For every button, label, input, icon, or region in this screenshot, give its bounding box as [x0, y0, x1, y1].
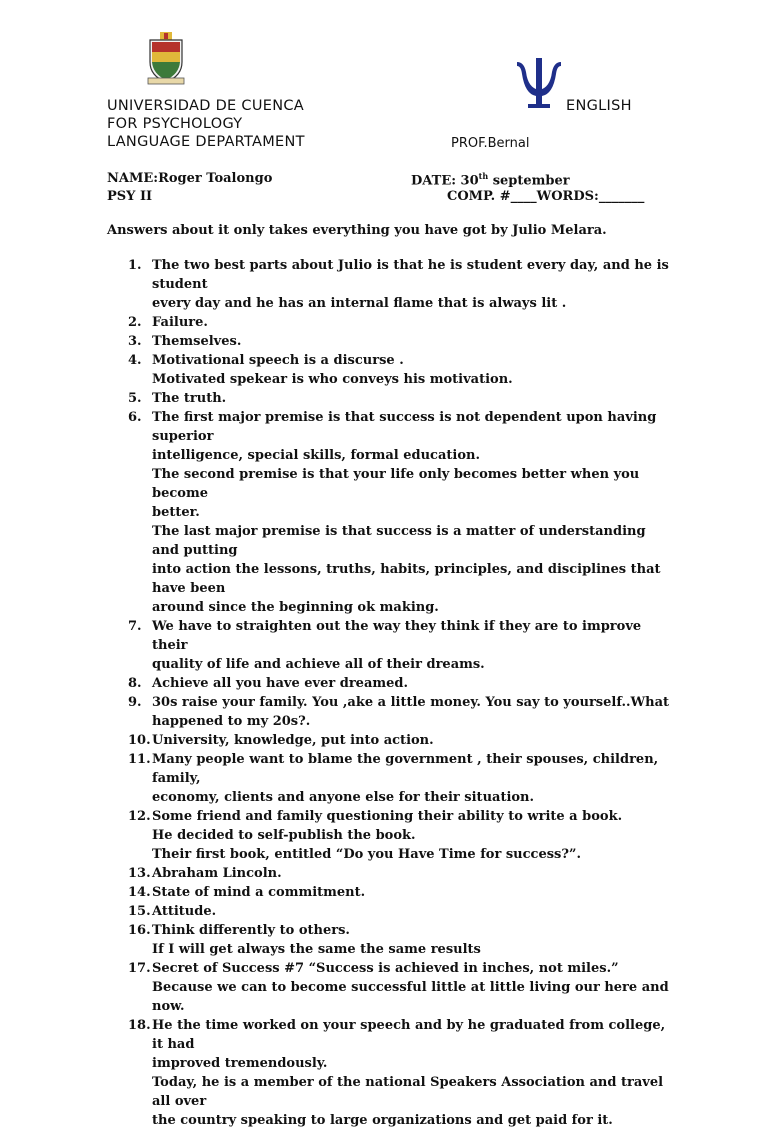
course-code: PSY II — [107, 189, 153, 204]
answer-number: 12. — [128, 809, 151, 824]
answer-item — [107, 959, 677, 1016]
answer-line: intelligence, special skills, formal education. — [152, 448, 480, 463]
answer-line: 30s raise your family. You ,ake a little money. You say to yourself..What — [152, 695, 669, 710]
answer-line: into action the lessons, truths, habits, principles, and disciplines that have been — [152, 562, 661, 596]
answer-line: The second premise is that your life only becomes better when you become — [152, 467, 640, 501]
answer-item — [107, 617, 677, 674]
answer-line: State of mind a commitment. — [152, 885, 366, 900]
answer-line: around since the beginning ok making. — [152, 600, 439, 615]
answer-item — [107, 731, 677, 750]
answer-line: Attitude. — [152, 904, 217, 919]
answer-item — [107, 1016, 677, 1130]
answer-item — [107, 313, 677, 332]
answer-number: 4. — [128, 353, 142, 368]
intro-sentence: Answers about it only takes everything you have got by Julio Melara. — [107, 223, 607, 238]
answer-line: every day and he has an internal flame that is always lit . — [152, 296, 567, 311]
answer-number: 14. — [128, 885, 151, 900]
comp-words-field: COMP. #____WORDS:_______ — [447, 189, 645, 204]
answer-number: 10. — [128, 733, 151, 748]
answer-line: The last major premise is that success is a matter of understanding and putting — [152, 524, 646, 558]
answer-line: The two best parts about Julio is that he is student every day, and he is student — [152, 258, 669, 292]
answer-item — [107, 674, 677, 693]
answer-line: Many people want to blame the government , their spouses, children, family, — [152, 752, 659, 786]
answer-number: 17. — [128, 961, 151, 976]
answer-number: 15. — [128, 904, 151, 919]
answer-line: Failure. — [152, 315, 208, 330]
answer-line: Because we can to become successful little at little living our here and now. — [152, 980, 669, 1014]
date-field — [411, 171, 570, 188]
answer-line: happened to my 20s?. — [152, 714, 311, 729]
answer-item — [107, 408, 677, 617]
date-prefix: DATE: 30 — [411, 173, 479, 189]
answer-line: Motivated spekear is who conveys his motivation. — [152, 372, 513, 387]
answer-line: improved tremendously. — [152, 1056, 328, 1071]
answer-item — [107, 921, 677, 959]
answer-number: 16. — [128, 923, 151, 938]
answer-line: The truth. — [152, 391, 227, 406]
answer-item — [107, 351, 677, 389]
answer-line: the country speaking to large organizations and get paid for it. — [152, 1113, 613, 1128]
date-month: september — [488, 173, 570, 189]
answer-line: Secret of Success #7 “Success is achieved in inches, not miles.” — [152, 961, 619, 976]
answer-number: 3. — [128, 334, 142, 349]
answer-line: Their first book, entitled “Do you Have Time for success?”. — [152, 847, 581, 862]
answer-line: Motivational speech is a discurse . — [152, 353, 404, 368]
answer-line: Achieve all you have ever dreamed. — [152, 676, 409, 691]
answer-number: 5. — [128, 391, 142, 406]
answer-number: 11. — [128, 752, 151, 767]
answer-number: 2. — [128, 315, 142, 330]
answer-item — [107, 332, 677, 351]
answer-item — [107, 807, 677, 864]
answer-number: 8. — [128, 676, 142, 691]
answer-item — [107, 883, 677, 902]
answer-number: 13. — [128, 866, 151, 881]
answer-line: Abraham Lincoln. — [152, 866, 282, 881]
answer-item — [107, 256, 677, 313]
answer-line: University, knowledge, put into action. — [152, 733, 434, 748]
answer-line: Think differently to others. — [152, 923, 350, 938]
answer-line: He the time worked on your speech and by he graduated from college, it had — [152, 1018, 666, 1052]
university-name: UNIVERSIDAD DE CUENCA — [107, 98, 305, 114]
university-crest-logo — [146, 32, 186, 86]
psi-psychology-logo — [514, 56, 564, 110]
answer-line: Some friend and family questioning their ability to write a book. — [152, 809, 623, 824]
answer-item — [107, 864, 677, 883]
answer-number: 7. — [128, 619, 142, 634]
answer-line: Themselves. — [152, 334, 242, 349]
answer-number: 18. — [128, 1018, 151, 1033]
answers-list — [107, 256, 677, 1130]
subject-label: ENGLISH — [566, 98, 632, 114]
answer-item — [107, 693, 677, 731]
answer-line: We have to straighten out the way they think if they are to improve their — [152, 619, 642, 653]
answer-item — [107, 902, 677, 921]
answer-item — [107, 389, 677, 408]
answer-line: quality of life and achieve all of their dreams. — [152, 657, 485, 672]
professor-name: PROF.Bernal — [451, 136, 530, 151]
answer-line: better. — [152, 505, 200, 520]
answer-line: The first major premise is that success is not dependent upon having superior — [152, 410, 657, 444]
answer-line: If I will get always the same the same results — [152, 942, 481, 957]
student-name: NAME:Roger Toalongo — [107, 171, 273, 186]
answer-line: economy, clients and anyone else for their situation. — [152, 790, 535, 805]
date-suffix-sup: th — [478, 171, 489, 181]
answer-line: He decided to self-publish the book. — [152, 828, 416, 843]
answer-number: 1. — [128, 258, 142, 273]
department-name: LANGUAGE DEPARTAMENT — [107, 134, 305, 150]
answer-number: 6. — [128, 410, 142, 425]
answer-item — [107, 750, 677, 807]
faculty-name: FOR PSYCHOLOGY — [107, 116, 243, 132]
answer-line: Today, he is a member of the national Speakers Association and travel all over — [152, 1075, 664, 1109]
answer-number: 9. — [128, 695, 142, 710]
